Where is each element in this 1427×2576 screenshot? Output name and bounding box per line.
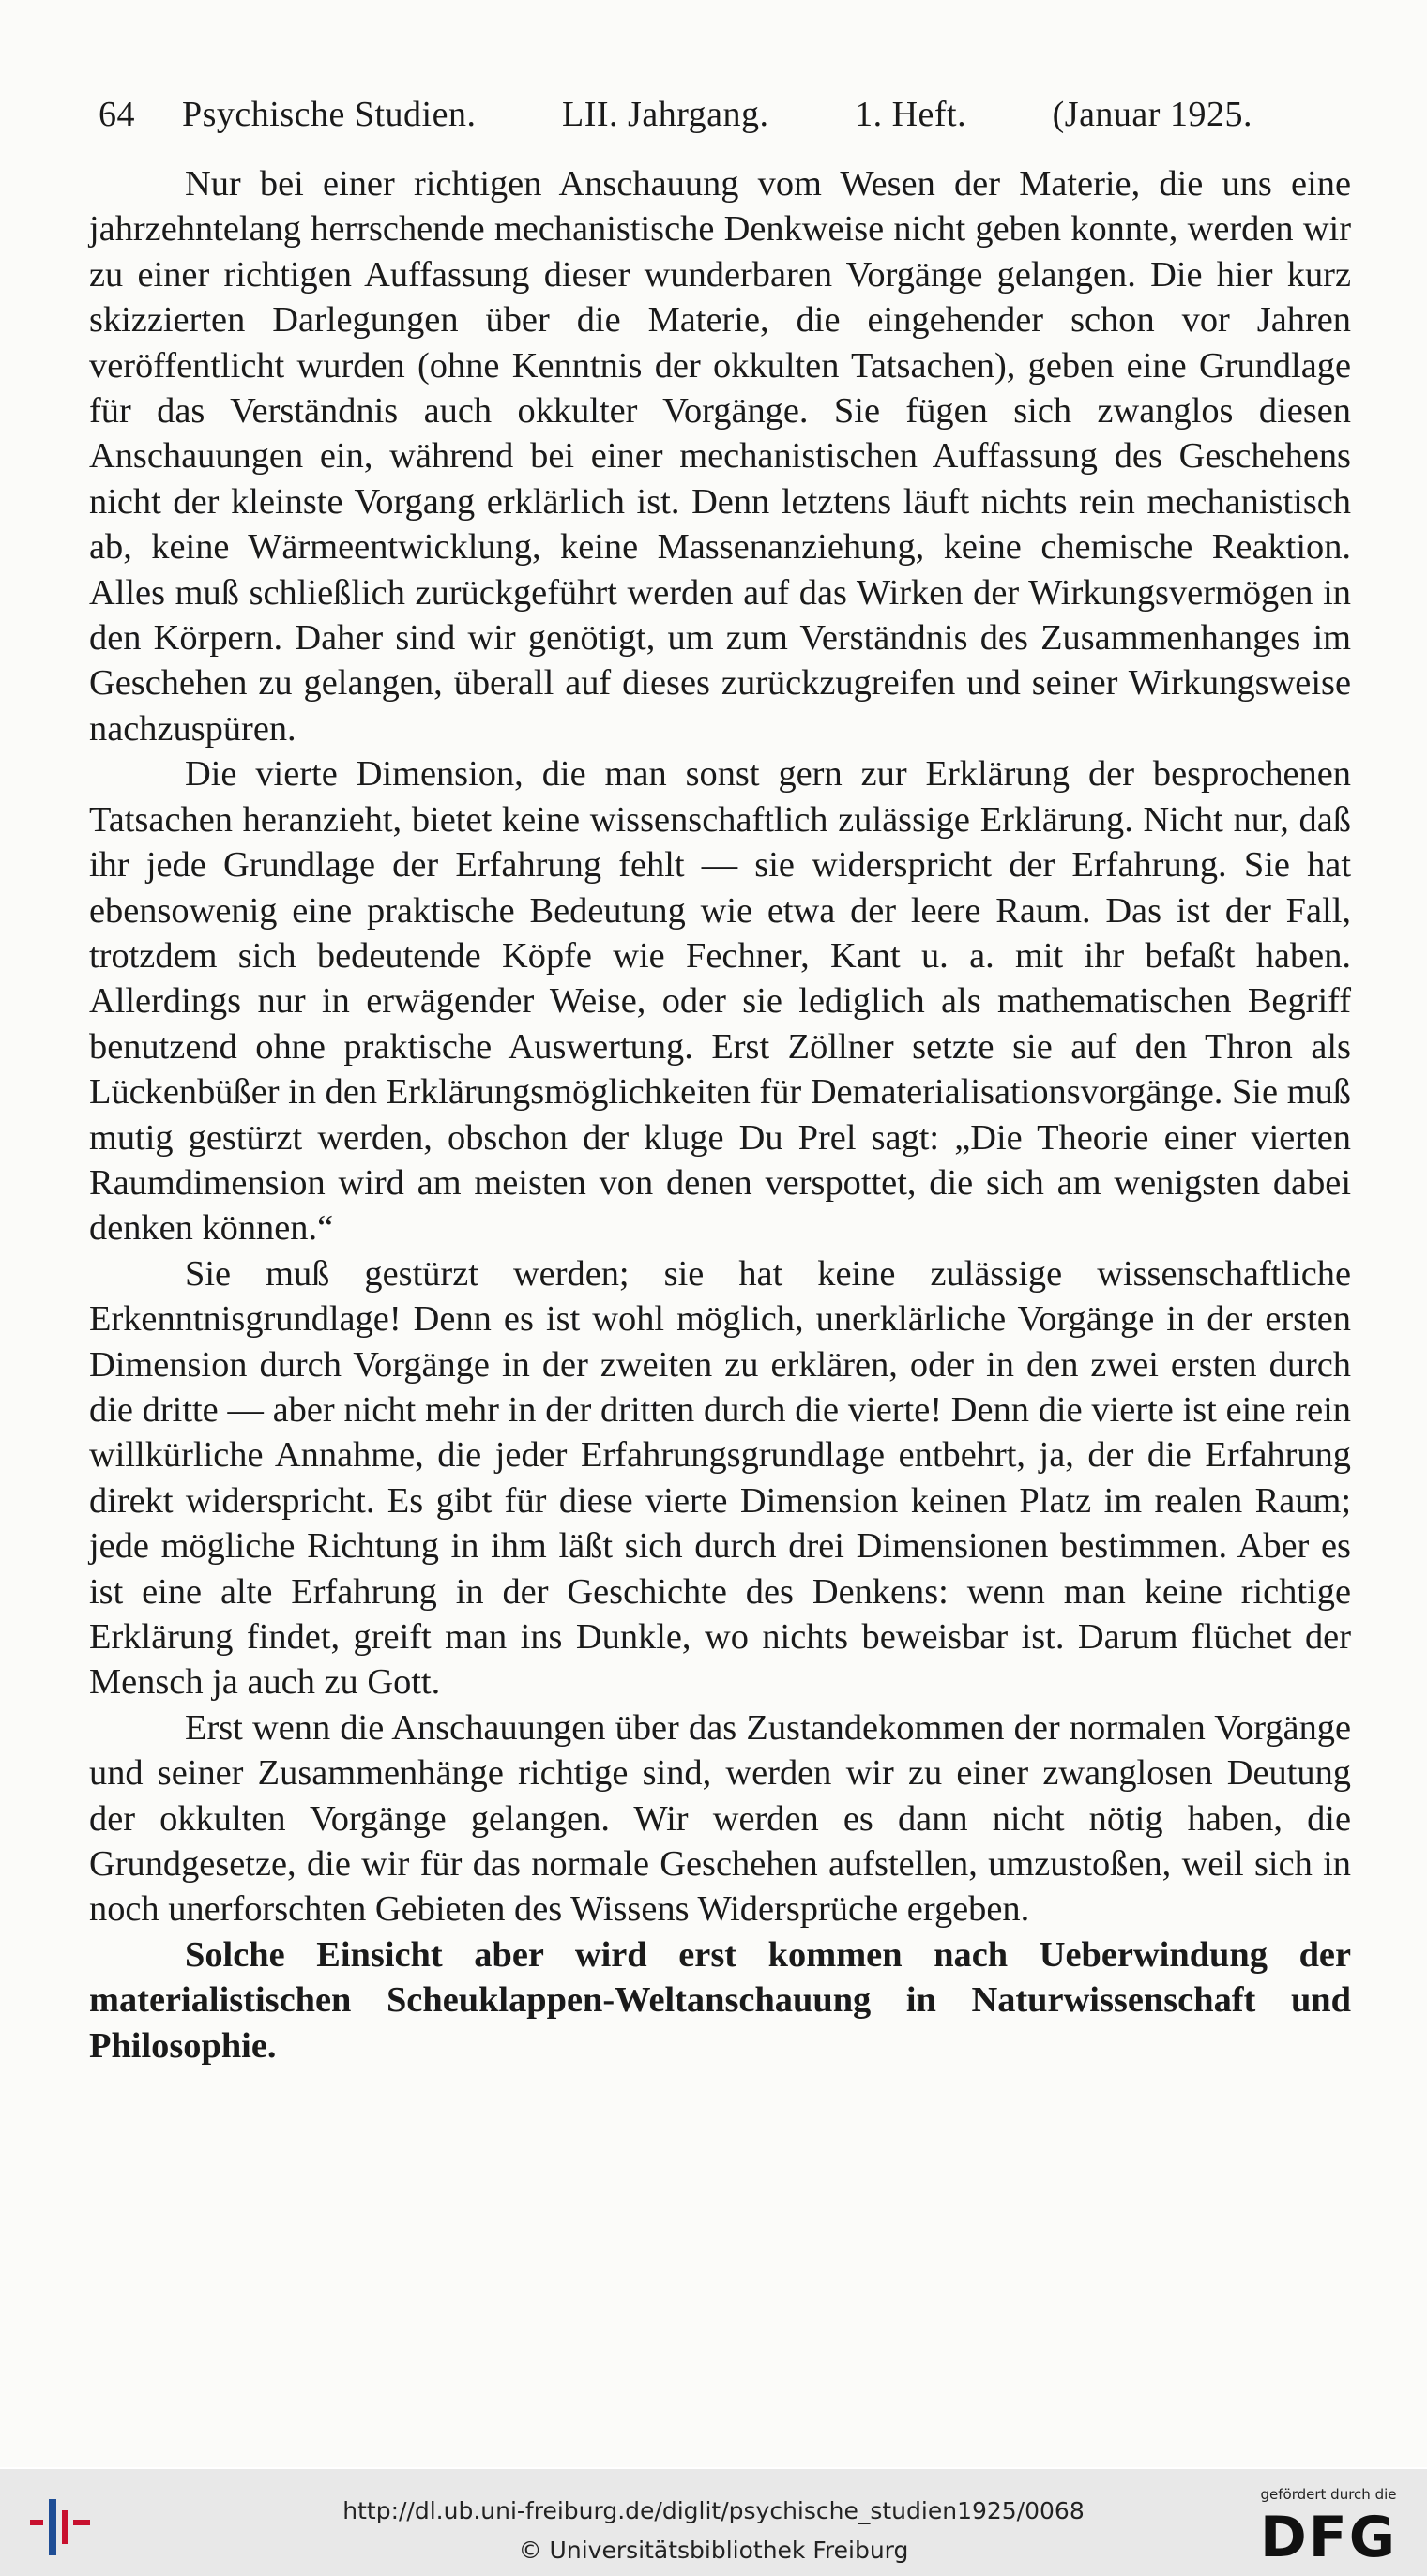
- running-head: [182, 94, 1252, 135]
- paragraph: Solche Einsicht aber wird erst kommen nach Ueberwindung der materialistischen Scheuklappen-Weltanschauung in Naturwissenschaft und Philosophie.: [89, 1934, 1351, 2066]
- source-url-link[interactable]: http://dl.ub.uni-freiburg.de/diglit/psychische_studien1925/0068: [342, 2497, 1085, 2524]
- issue-label: 1. Heft.: [855, 95, 967, 134]
- copyright-notice: © Universitätsbibliothek Freiburg: [518, 2537, 909, 2564]
- volume-label: LII. Jahrgang.: [562, 95, 769, 134]
- issue-date: (Januar 1925.: [1052, 95, 1252, 134]
- page-header: [99, 94, 1252, 150]
- body-text: [89, 161, 1351, 2068]
- digitization-footer: [0, 2469, 1427, 2576]
- dfg-logo: DFG: [1259, 2505, 1398, 2570]
- journal-title: Psychische Studien.: [182, 95, 477, 134]
- paragraph: Nur bei einer richtigen Anschauung vom Wesen der Materie, die uns eine jahrzehntelang herrschende mechanistische Denkweise nicht geben konnte, werden wir zu einer richtigen Auffassung dieser wunderbaren Vorgänge gelangen. Die hier kurz skizzierten Darlegungen über die Materie, die eingehender schon vor Jahren veröffentlicht wurden (ohne Kenntnis der okkulten Tatsachen), geben eine Grundlage für das Verständnis auch okkulter Vorgänge. Sie fügen sich zwanglos diesen Anschauungen ein, während bei einer mechanistischen Auffassung des Geschehens nicht der kleinste Vorgang erklärlich ist. Denn letztens läuft nichts rein mechanistisch ab, keine Wärmeentwicklung, keine Massenanziehung, keine chemische Reaktion. Alles muß schließlich zurückgeführt werden auf das Wirken der Wirkungsvermögen in den Körpern. Daher sind wir genötigt, um zum Verständnis des Zusammenhanges im Geschehen zu gelangen, überall auf dieses zurückzugreifen und seiner Wirkungsweise nachzuspüren.: [89, 164, 1351, 749]
- funded-by-label: gefördert durch die: [1260, 2486, 1397, 2503]
- page-number: 64: [99, 95, 135, 134]
- paragraph: Erst wenn die Anschauungen über das Zustandekommen der normalen Vorgänge und seiner Zusammenhänge richtige sind, werden wir zu einer zwanglosen Deutung der okkulten Vorgänge gelangen. Wir werden es dann nicht nötig haben, die Grundgesetze, die wir für das normale Geschehen aufstellen, umzustoßen, weil sich in noch unerforschten Gebieten des Wissens Widersprüche ergeben.: [89, 1707, 1351, 1930]
- paragraph: Sie muß gestürzt werden; sie hat keine zulässige wissenschaftliche Erkenntnisgrundlage! Denn es ist wohl möglich, unerklärliche Vorgänge in der ersten Dimension durch Vorgänge in der zweiten zu erklären, oder in den zwei ersten durch die dritte — aber nicht mehr in der dritten durch die vierte! Denn die vierte ist eine rein willkürliche Annahme, die jeder Erfahrungsgrundlage entbehrt, ja, der die Erfahrung direkt widerspricht. Es gibt für diese vierte Dimension keinen Platz im realen Raum; jede mögliche Richtung in ihm läßt sich durch drei Dimensionen bestimmen. Aber es ist eine alte Erfahrung in der Geschichte des Denkens: wenn man keine richtige Erklärung findet, greift man ins Dunkle, wo nichts beweisbar ist. Darum flüchet der Mensch ja auch zu Gott.: [89, 1253, 1351, 1703]
- paragraph: Die vierte Dimension, die man sonst gern zur Erklärung der besprochenen Tatsachen heranzieht, bietet keine wissenschaftlich zulässige Erklärung. Nicht nur, daß ihr jede Grundlage der Erfahrung fehlt — sie widerspricht der Erfahrung. Sie hat ebensowenig eine praktische Bedeutung wie etwa der leere Raum. Das ist der Fall, trotzdem sich bedeutende Köpfe wie Fechner, Kant u. a. mit ihr befaßt haben. Allerdings nur in erwägender Weise, oder sie lediglich als mathematischen Begriff benutzend ohne praktische Auswertung. Erst Zöllner setzte sie auf den Thron als Lückenbüßer in den Erklärungsmöglichkeiten für Dematerialisationsvorgänge. Sie muß mutig gestürzt werden, obschon der kluge Du Prel sagt: „Die Theorie einer vierten Raumdimension wird am meisten von denen verspottet, die sich am wenigsten dabei denken können.“: [89, 754, 1351, 1249]
